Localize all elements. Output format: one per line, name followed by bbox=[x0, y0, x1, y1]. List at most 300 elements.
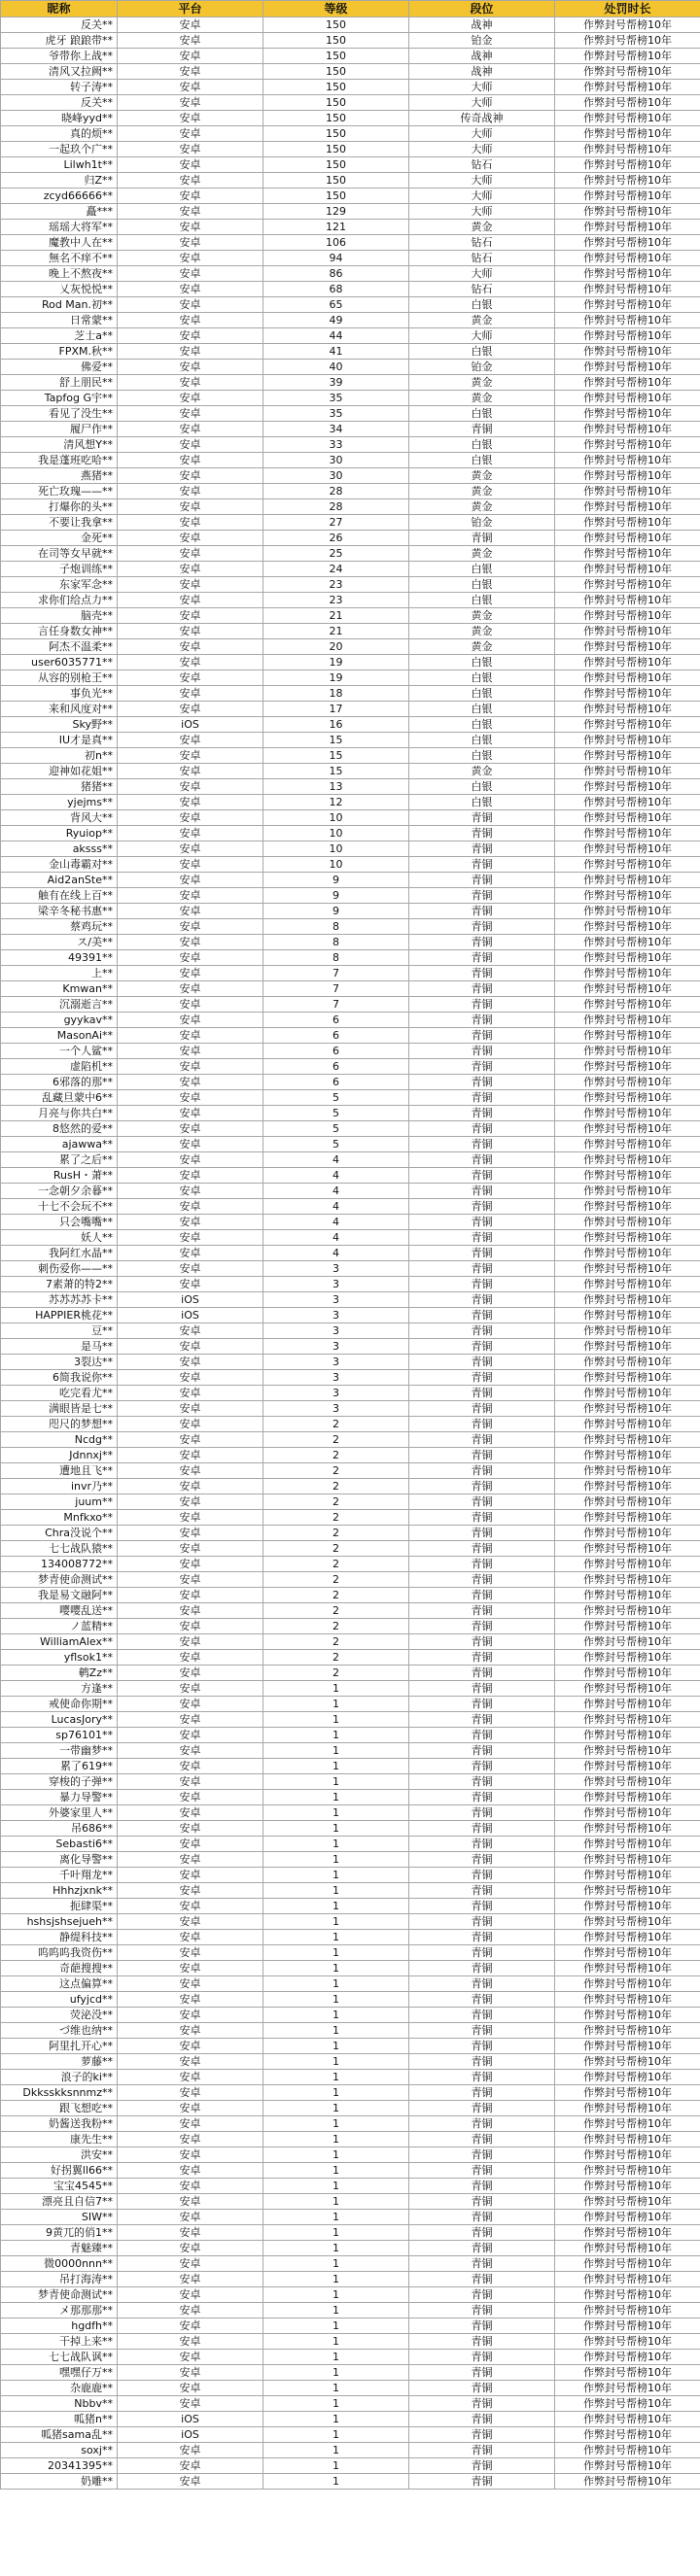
cell-platform: 安卓 bbox=[118, 33, 263, 49]
table-row bbox=[1, 33, 700, 49]
cell-rank: 青铜 bbox=[409, 2116, 555, 2132]
cell-platform: 安卓 bbox=[118, 1634, 263, 1650]
table-row bbox=[1, 1013, 700, 1028]
cell-platform: 安卓 bbox=[118, 1417, 263, 1432]
cell-rank: 白银 bbox=[409, 795, 555, 810]
cell-platform: 安卓 bbox=[118, 111, 263, 126]
table-row bbox=[1, 841, 700, 857]
table-row bbox=[1, 1292, 700, 1308]
cell-platform: 安卓 bbox=[118, 1106, 263, 1121]
cell-platform: 安卓 bbox=[118, 1930, 263, 1945]
table-row bbox=[1, 1572, 700, 1588]
cell-platform: 安卓 bbox=[118, 2350, 263, 2365]
cell-rank: 黄金 bbox=[409, 468, 555, 484]
cell-level: 150 bbox=[263, 142, 409, 157]
cell-penalty: 作弊封号帮榜10年 bbox=[555, 2365, 700, 2381]
cell-rank: 青铜 bbox=[409, 1121, 555, 1137]
cell-penalty: 作弊封号帮榜10年 bbox=[555, 2070, 700, 2085]
cell-penalty: 作弊封号帮榜10年 bbox=[555, 80, 700, 95]
cell-platform: 安卓 bbox=[118, 453, 263, 468]
cell-platform: 安卓 bbox=[118, 1013, 263, 1028]
cell-level: 13 bbox=[263, 779, 409, 795]
cell-rank: 青铜 bbox=[409, 2412, 555, 2427]
cell-penalty: 作弊封号帮榜10年 bbox=[555, 1759, 700, 1774]
cell-level: 1 bbox=[263, 1837, 409, 1852]
cell-level: 15 bbox=[263, 748, 409, 764]
cell-level: 1 bbox=[263, 2256, 409, 2272]
cell-nickname: 不要让我拿** bbox=[1, 515, 118, 531]
cell-level: 5 bbox=[263, 1137, 409, 1152]
table-row bbox=[1, 406, 700, 422]
cell-rank: 青铜 bbox=[409, 841, 555, 857]
cell-level: 7 bbox=[263, 966, 409, 981]
cell-level: 1 bbox=[263, 2132, 409, 2147]
cell-level: 28 bbox=[263, 484, 409, 499]
cell-rank: 黄金 bbox=[409, 375, 555, 391]
cell-platform: 安卓 bbox=[118, 80, 263, 95]
cell-level: 1 bbox=[263, 2303, 409, 2318]
cell-nickname: 佛爱** bbox=[1, 360, 118, 375]
cell-level: 129 bbox=[263, 204, 409, 220]
cell-penalty: 作弊封号帮榜10年 bbox=[555, 297, 700, 313]
cell-level: 3 bbox=[263, 1386, 409, 1401]
cell-nickname: 东家军念** bbox=[1, 577, 118, 593]
cell-penalty: 作弊封号帮榜10年 bbox=[555, 282, 700, 297]
cell-penalty: 作弊封号帮榜10年 bbox=[555, 810, 700, 826]
cell-nickname: 吃完看尤** bbox=[1, 1386, 118, 1401]
cell-platform: 安卓 bbox=[118, 204, 263, 220]
cell-nickname: 事负光** bbox=[1, 686, 118, 702]
cell-penalty: 作弊封号帮榜10年 bbox=[555, 857, 700, 873]
cell-nickname: 金山毒霸对** bbox=[1, 857, 118, 873]
cell-nickname: 静缇科技** bbox=[1, 1930, 118, 1945]
cell-penalty: 作弊封号帮榜10年 bbox=[555, 2256, 700, 2272]
cell-platform: 安卓 bbox=[118, 919, 263, 935]
cell-penalty: 作弊封号帮榜10年 bbox=[555, 2287, 700, 2303]
cell-penalty: 作弊封号帮榜10年 bbox=[555, 1184, 700, 1199]
cell-platform: 安卓 bbox=[118, 1852, 263, 1868]
cell-nickname: 杂鹿鹿** bbox=[1, 2381, 118, 2396]
cell-nickname: Sky野** bbox=[1, 717, 118, 733]
cell-platform: 安卓 bbox=[118, 1137, 263, 1152]
cell-nickname: WilliamAlex** bbox=[1, 1634, 118, 1650]
cell-level: 1 bbox=[263, 2225, 409, 2241]
cell-level: 17 bbox=[263, 702, 409, 717]
cell-penalty: 作弊封号帮榜10年 bbox=[555, 686, 700, 702]
cell-level: 10 bbox=[263, 841, 409, 857]
cell-platform: 安卓 bbox=[118, 857, 263, 873]
cell-level: 1 bbox=[263, 2365, 409, 2381]
cell-nickname: 千叶翔龙** bbox=[1, 1868, 118, 1883]
table-row bbox=[1, 1199, 700, 1215]
cell-level: 1 bbox=[263, 2350, 409, 2365]
cell-level: 2 bbox=[263, 1650, 409, 1666]
cell-platform: 安卓 bbox=[118, 966, 263, 981]
cell-rank: 大师 bbox=[409, 173, 555, 189]
cell-platform: 安卓 bbox=[118, 95, 263, 111]
cell-penalty: 作弊封号帮榜10年 bbox=[555, 2318, 700, 2334]
cell-level: 1 bbox=[263, 1681, 409, 1697]
cell-level: 3 bbox=[263, 1370, 409, 1386]
cell-platform: 安卓 bbox=[118, 1666, 263, 1681]
table-row bbox=[1, 2008, 700, 2023]
cell-nickname: Chra没说个** bbox=[1, 1526, 118, 1541]
cell-platform: 安卓 bbox=[118, 2241, 263, 2256]
cell-nickname: gyykav** bbox=[1, 1013, 118, 1028]
cell-nickname: 呜呜呜我资伤** bbox=[1, 1945, 118, 1961]
cell-rank: 青铜 bbox=[409, 810, 555, 826]
cell-rank: 青铜 bbox=[409, 1976, 555, 1992]
cell-penalty: 作弊封号帮榜10年 bbox=[555, 1821, 700, 1837]
cell-platform: 安卓 bbox=[118, 1339, 263, 1355]
cell-penalty: 作弊封号帮榜10年 bbox=[555, 841, 700, 857]
cell-level: 23 bbox=[263, 593, 409, 608]
cell-rank: 青铜 bbox=[409, 2008, 555, 2023]
cell-level: 6 bbox=[263, 1044, 409, 1059]
cell-penalty: 作弊封号帮榜10年 bbox=[555, 1121, 700, 1137]
cell-rank: 青铜 bbox=[409, 2427, 555, 2443]
cell-level: 4 bbox=[263, 1230, 409, 1246]
cell-penalty: 作弊封号帮榜10年 bbox=[555, 2132, 700, 2147]
cell-rank: 青铜 bbox=[409, 1634, 555, 1650]
table-row bbox=[1, 655, 700, 670]
cell-nickname: 七七战队讽** bbox=[1, 2350, 118, 2365]
cell-level: 1 bbox=[263, 2287, 409, 2303]
cell-rank: 青铜 bbox=[409, 1028, 555, 1044]
cell-penalty: 作弊封号帮榜10年 bbox=[555, 344, 700, 360]
cell-nickname: 七七战队猿** bbox=[1, 1541, 118, 1557]
cell-penalty: 作弊封号帮榜10年 bbox=[555, 2427, 700, 2443]
cell-level: 2 bbox=[263, 1588, 409, 1603]
cell-platform: 安卓 bbox=[118, 1215, 263, 1230]
table-row bbox=[1, 422, 700, 437]
cell-penalty: 作弊封号帮榜10年 bbox=[555, 1292, 700, 1308]
cell-nickname: aksss** bbox=[1, 841, 118, 857]
cell-nickname: 金死** bbox=[1, 531, 118, 546]
cell-nickname: 离化导警** bbox=[1, 1852, 118, 1868]
cell-penalty: 作弊封号帮榜10年 bbox=[555, 1510, 700, 1526]
cell-penalty: 作弊封号帮榜10年 bbox=[555, 266, 700, 282]
cell-platform: 安卓 bbox=[118, 1432, 263, 1448]
cell-nickname: 触有在线上百** bbox=[1, 888, 118, 904]
cell-penalty: 作弊封号帮榜10年 bbox=[555, 639, 700, 655]
cell-rank: 青铜 bbox=[409, 1261, 555, 1277]
cell-rank: 青铜 bbox=[409, 1215, 555, 1230]
cell-level: 1 bbox=[263, 1759, 409, 1774]
cell-penalty: 作弊封号帮榜10年 bbox=[555, 779, 700, 795]
cell-platform: 安卓 bbox=[118, 1805, 263, 1821]
table-row bbox=[1, 1852, 700, 1868]
table-row bbox=[1, 2163, 700, 2179]
cell-nickname: 虎牙 踉踉带** bbox=[1, 33, 118, 49]
cell-nickname: 十七不会玩不** bbox=[1, 1199, 118, 1215]
cell-platform: 安卓 bbox=[118, 2008, 263, 2023]
cell-platform: 安卓 bbox=[118, 546, 263, 562]
cell-nickname: 9黄兀的俏1** bbox=[1, 2225, 118, 2241]
cell-nickname: ノ蓝精** bbox=[1, 1619, 118, 1634]
cell-penalty: 作弊封号帮榜10年 bbox=[555, 1930, 700, 1945]
cell-penalty: 作弊封号帮榜10年 bbox=[555, 624, 700, 639]
cell-nickname: 我是易文融阿** bbox=[1, 1588, 118, 1603]
cell-platform: 安卓 bbox=[118, 1603, 263, 1619]
cell-rank: 青铜 bbox=[409, 2474, 555, 2490]
cell-rank: 钻石 bbox=[409, 157, 555, 173]
table-row bbox=[1, 95, 700, 111]
table-row bbox=[1, 686, 700, 702]
header-platform: 平台 bbox=[118, 1, 263, 17]
cell-level: 1 bbox=[263, 1992, 409, 2008]
table-row bbox=[1, 2225, 700, 2241]
cell-level: 30 bbox=[263, 453, 409, 468]
cell-level: 21 bbox=[263, 624, 409, 639]
cell-level: 150 bbox=[263, 126, 409, 142]
cell-platform: 安卓 bbox=[118, 468, 263, 484]
cell-nickname: 漂亮且自信7** bbox=[1, 2194, 118, 2210]
cell-platform: 安卓 bbox=[118, 1697, 263, 1712]
cell-platform: 安卓 bbox=[118, 2443, 263, 2458]
cell-level: 150 bbox=[263, 17, 409, 33]
cell-level: 2 bbox=[263, 1479, 409, 1494]
cell-nickname: 日常蒙** bbox=[1, 313, 118, 328]
cell-platform: iOS bbox=[118, 717, 263, 733]
cell-platform: 安卓 bbox=[118, 220, 263, 235]
cell-nickname: 跟飞想吃** bbox=[1, 2101, 118, 2116]
cell-level: 9 bbox=[263, 888, 409, 904]
cell-platform: 安卓 bbox=[118, 49, 263, 64]
cell-platform: 安卓 bbox=[118, 391, 263, 406]
cell-penalty: 作弊封号帮榜10年 bbox=[555, 2163, 700, 2179]
cell-level: 4 bbox=[263, 1246, 409, 1261]
cell-platform: 安卓 bbox=[118, 1541, 263, 1557]
cell-nickname: 月亮与你共白** bbox=[1, 1106, 118, 1121]
cell-rank: 白银 bbox=[409, 453, 555, 468]
cell-nickname: 猪猪** bbox=[1, 779, 118, 795]
table-row bbox=[1, 2381, 700, 2396]
cell-nickname: 在司等女早就** bbox=[1, 546, 118, 562]
cell-level: 1 bbox=[263, 2070, 409, 2085]
cell-nickname: 咫尺的梦想** bbox=[1, 1417, 118, 1432]
cell-nickname: 暴力导警** bbox=[1, 1790, 118, 1805]
cell-nickname: Jdnnxj** bbox=[1, 1448, 118, 1463]
table-row bbox=[1, 1821, 700, 1837]
table-row bbox=[1, 562, 700, 577]
cell-platform: 安卓 bbox=[118, 1277, 263, 1292]
header-rank: 段位 bbox=[409, 1, 555, 17]
cell-nickname: 累了619** bbox=[1, 1759, 118, 1774]
cell-level: 1 bbox=[263, 1712, 409, 1728]
cell-rank: 白银 bbox=[409, 733, 555, 748]
cell-penalty: 作弊封号帮榜10年 bbox=[555, 1805, 700, 1821]
cell-level: 1 bbox=[263, 2443, 409, 2458]
cell-platform: 安卓 bbox=[118, 2070, 263, 2085]
cell-platform: iOS bbox=[118, 2412, 263, 2427]
cell-rank: 钻石 bbox=[409, 251, 555, 266]
cell-rank: 黄金 bbox=[409, 624, 555, 639]
table-row bbox=[1, 795, 700, 810]
cell-nickname: 吊打海涛** bbox=[1, 2272, 118, 2287]
cell-level: 2 bbox=[263, 1463, 409, 1479]
cell-rank: 青铜 bbox=[409, 1044, 555, 1059]
cell-nickname: 方逢** bbox=[1, 1681, 118, 1697]
cell-rank: 青铜 bbox=[409, 1541, 555, 1557]
cell-rank: 青铜 bbox=[409, 1339, 555, 1355]
cell-level: 1 bbox=[263, 2396, 409, 2412]
table-row bbox=[1, 2132, 700, 2147]
cell-nickname: 嘤嘤乱送** bbox=[1, 1603, 118, 1619]
cell-level: 30 bbox=[263, 468, 409, 484]
cell-penalty: 作弊封号帮榜10年 bbox=[555, 717, 700, 733]
table-row bbox=[1, 375, 700, 391]
cell-penalty: 作弊封号帮榜10年 bbox=[555, 1215, 700, 1230]
cell-platform: 安卓 bbox=[118, 2023, 263, 2039]
table-row bbox=[1, 468, 700, 484]
table-row bbox=[1, 577, 700, 593]
cell-platform: 安卓 bbox=[118, 437, 263, 453]
table-row bbox=[1, 1697, 700, 1712]
table-row bbox=[1, 1603, 700, 1619]
cell-penalty: 作弊封号帮榜10年 bbox=[555, 2443, 700, 2458]
cell-platform: 安卓 bbox=[118, 360, 263, 375]
cell-nickname: 梁辛冬秘书惠** bbox=[1, 904, 118, 919]
cell-penalty: 作弊封号帮榜10年 bbox=[555, 1059, 700, 1075]
cell-rank: 青铜 bbox=[409, 1277, 555, 1292]
cell-platform: 安卓 bbox=[118, 826, 263, 841]
cell-platform: 安卓 bbox=[118, 1619, 263, 1634]
table-row bbox=[1, 1106, 700, 1121]
table-row bbox=[1, 966, 700, 981]
cell-rank: 青铜 bbox=[409, 2147, 555, 2163]
cell-rank: 青铜 bbox=[409, 2070, 555, 2085]
table-row bbox=[1, 1168, 700, 1184]
table-row bbox=[1, 1261, 700, 1277]
cell-nickname: 瑶瑶大将军** bbox=[1, 220, 118, 235]
table-row bbox=[1, 1152, 700, 1168]
cell-platform: 安卓 bbox=[118, 2396, 263, 2412]
cell-nickname: 反关** bbox=[1, 17, 118, 33]
cell-platform: 安卓 bbox=[118, 1463, 263, 1479]
cell-penalty: 作弊封号帮榜10年 bbox=[555, 406, 700, 422]
table-row bbox=[1, 608, 700, 624]
cell-platform: 安卓 bbox=[118, 624, 263, 639]
table-row bbox=[1, 1930, 700, 1945]
cell-nickname: 言任身数女神** bbox=[1, 624, 118, 639]
table-row bbox=[1, 2287, 700, 2303]
cell-nickname: 阿里扎开心** bbox=[1, 2039, 118, 2054]
cell-platform: 安卓 bbox=[118, 1976, 263, 1992]
cell-nickname: yflsok1** bbox=[1, 1650, 118, 1666]
cell-platform: 安卓 bbox=[118, 841, 263, 857]
cell-platform: 安卓 bbox=[118, 1059, 263, 1075]
cell-rank: 白银 bbox=[409, 406, 555, 422]
cell-rank: 青铜 bbox=[409, 2023, 555, 2039]
cell-penalty: 作弊封号帮榜10年 bbox=[555, 1370, 700, 1386]
cell-rank: 白银 bbox=[409, 437, 555, 453]
cell-level: 2 bbox=[263, 1417, 409, 1432]
cell-penalty: 作弊封号帮榜10年 bbox=[555, 1697, 700, 1712]
cell-penalty: 作弊封号帮榜10年 bbox=[555, 1028, 700, 1044]
cell-nickname: 8悠然的爱** bbox=[1, 1121, 118, 1137]
cell-level: 2 bbox=[263, 1526, 409, 1541]
cell-rank: 白银 bbox=[409, 748, 555, 764]
cell-nickname: 嘿嘿仔万** bbox=[1, 2365, 118, 2381]
cell-platform: 安卓 bbox=[118, 2474, 263, 2490]
cell-penalty: 作弊封号帮榜10年 bbox=[555, 950, 700, 966]
cell-rank: 青铜 bbox=[409, 2225, 555, 2241]
cell-penalty: 作弊封号帮榜10年 bbox=[555, 2179, 700, 2194]
table-row bbox=[1, 2272, 700, 2287]
cell-penalty: 作弊封号帮榜10年 bbox=[555, 126, 700, 142]
cell-platform: 安卓 bbox=[118, 1246, 263, 1261]
table-row bbox=[1, 531, 700, 546]
cell-rank: 青铜 bbox=[409, 2132, 555, 2147]
cell-nickname: 奇葩搜搜** bbox=[1, 1961, 118, 1976]
cell-penalty: 作弊封号帮榜10年 bbox=[555, 33, 700, 49]
cell-nickname: Kmwan** bbox=[1, 981, 118, 997]
cell-penalty: 作弊封号帮榜10年 bbox=[555, 49, 700, 64]
table-row bbox=[1, 950, 700, 966]
table-row bbox=[1, 810, 700, 826]
cell-rank: 白银 bbox=[409, 779, 555, 795]
cell-penalty: 作弊封号帮榜10年 bbox=[555, 904, 700, 919]
cell-nickname: hgdfh** bbox=[1, 2318, 118, 2334]
cell-platform: 安卓 bbox=[118, 2132, 263, 2147]
cell-penalty: 作弊封号帮榜10年 bbox=[555, 2241, 700, 2256]
table-row bbox=[1, 764, 700, 779]
table-row bbox=[1, 2443, 700, 2458]
cell-rank: 青铜 bbox=[409, 1246, 555, 1261]
header-level: 等级 bbox=[263, 1, 409, 17]
cell-nickname: 履尸作** bbox=[1, 422, 118, 437]
table-row bbox=[1, 360, 700, 375]
table-row bbox=[1, 2412, 700, 2427]
cell-nickname: hshsjshsejueh** bbox=[1, 1914, 118, 1930]
header-nickname: 昵称 bbox=[1, 1, 118, 17]
cell-rank: 战神 bbox=[409, 17, 555, 33]
table-row bbox=[1, 1914, 700, 1930]
cell-nickname: 刺伤爱你——** bbox=[1, 1261, 118, 1277]
cell-rank: 青铜 bbox=[409, 2350, 555, 2365]
cell-nickname: 晚上不熬夜** bbox=[1, 266, 118, 282]
cell-penalty: 作弊封号帮榜10年 bbox=[555, 1774, 700, 1790]
cell-platform: 安卓 bbox=[118, 2365, 263, 2381]
cell-penalty: 作弊封号帮榜10年 bbox=[555, 997, 700, 1013]
cell-rank: 青铜 bbox=[409, 1199, 555, 1215]
cell-level: 2 bbox=[263, 1432, 409, 1448]
cell-rank: 青铜 bbox=[409, 2458, 555, 2474]
cell-rank: 大师 bbox=[409, 80, 555, 95]
cell-rank: 青铜 bbox=[409, 1805, 555, 1821]
table-row bbox=[1, 1526, 700, 1541]
cell-platform: 安卓 bbox=[118, 189, 263, 204]
cell-penalty: 作弊封号帮榜10年 bbox=[555, 1992, 700, 2008]
cell-level: 1 bbox=[263, 1821, 409, 1837]
cell-rank: 青铜 bbox=[409, 2054, 555, 2070]
cell-level: 68 bbox=[263, 282, 409, 297]
cell-level: 25 bbox=[263, 546, 409, 562]
cell-penalty: 作弊封号帮榜10年 bbox=[555, 1619, 700, 1634]
cell-rank: 青铜 bbox=[409, 2443, 555, 2458]
cell-penalty: 作弊封号帮榜10年 bbox=[555, 1557, 700, 1572]
cell-penalty: 作弊封号帮榜10年 bbox=[555, 1743, 700, 1759]
cell-rank: 青铜 bbox=[409, 2272, 555, 2287]
cell-rank: 青铜 bbox=[409, 422, 555, 437]
table-row bbox=[1, 733, 700, 748]
table-row bbox=[1, 1028, 700, 1044]
cell-penalty: 作弊封号帮榜10年 bbox=[555, 1681, 700, 1697]
cell-penalty: 作弊封号帮榜10年 bbox=[555, 1650, 700, 1666]
cell-penalty: 作弊封号帮榜10年 bbox=[555, 546, 700, 562]
cell-penalty: 作弊封号帮榜10年 bbox=[555, 966, 700, 981]
